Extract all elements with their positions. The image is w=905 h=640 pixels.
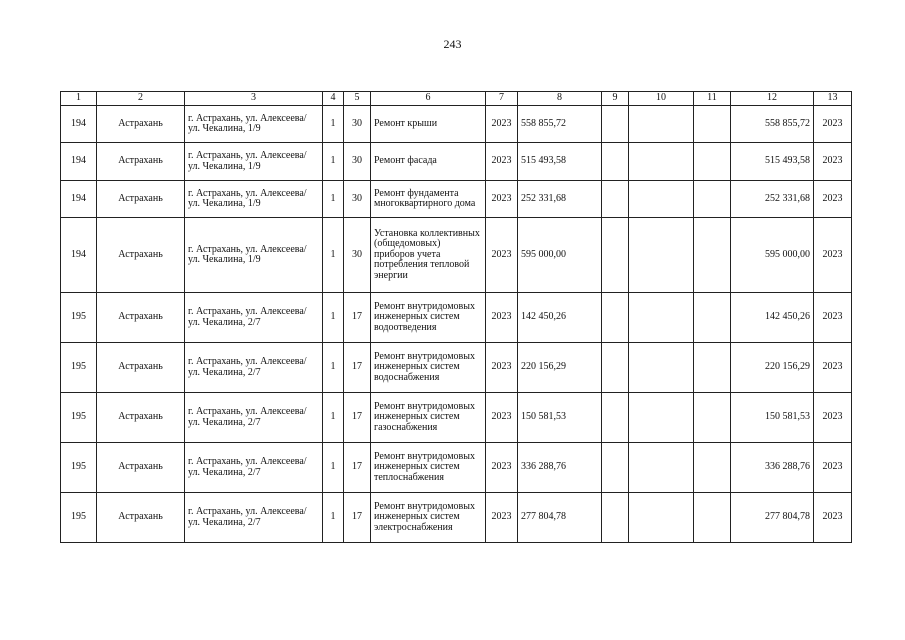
row-number: 194 — [61, 143, 97, 181]
column-header: 4 — [323, 92, 344, 106]
end-year-cell: 2023 — [814, 181, 852, 218]
column-9-cell — [602, 293, 629, 343]
amount-cell: 336 288,76 — [518, 443, 602, 493]
column-header: 5 — [344, 92, 371, 106]
year-cell: 2023 — [486, 106, 518, 143]
column-11-cell — [694, 218, 731, 293]
row-number: 194 — [61, 218, 97, 293]
table-row — [61, 393, 852, 443]
end-year-cell: 2023 — [814, 443, 852, 493]
column-4-cell: 1 — [323, 106, 344, 143]
column-4-cell: 1 — [323, 143, 344, 181]
column-11-cell — [694, 393, 731, 443]
work-type-cell: Ремонт внутридомовых инженерных систем теплоснабжения — [371, 443, 486, 493]
column-header: 6 — [371, 92, 486, 106]
year-cell: 2023 — [486, 393, 518, 443]
column-5-cell: 17 — [344, 293, 371, 343]
column-number-row — [61, 92, 852, 106]
column-11-cell — [694, 181, 731, 218]
table-row — [61, 218, 852, 293]
city-cell: Астрахань — [97, 443, 185, 493]
column-4-cell: 1 — [323, 393, 344, 443]
address-cell: г. Астрахань, ул. Алексеева/ ул. Чекалина, 2/7 — [185, 393, 323, 443]
column-11-cell — [694, 493, 731, 543]
table-row — [61, 106, 852, 143]
amount-cell: 558 855,72 — [518, 106, 602, 143]
end-year-cell: 2023 — [814, 343, 852, 393]
column-10-cell — [629, 493, 694, 543]
table-row — [61, 143, 852, 181]
column-9-cell — [602, 218, 629, 293]
row-number: 194 — [61, 106, 97, 143]
column-header: 10 — [629, 92, 694, 106]
row-number: 195 — [61, 393, 97, 443]
amount-cell: 277 804,78 — [518, 493, 602, 543]
column-header: 13 — [814, 92, 852, 106]
row-number: 194 — [61, 181, 97, 218]
column-11-cell — [694, 443, 731, 493]
column-4-cell: 1 — [323, 218, 344, 293]
address-cell: г. Астрахань, ул. Алексеева/ ул. Чекалина, 2/7 — [185, 443, 323, 493]
column-4-cell: 1 — [323, 343, 344, 393]
column-11-cell — [694, 293, 731, 343]
year-cell: 2023 — [486, 181, 518, 218]
end-year-cell: 2023 — [814, 106, 852, 143]
city-cell: Астрахань — [97, 393, 185, 443]
column-10-cell — [629, 143, 694, 181]
column-4-cell: 1 — [323, 493, 344, 543]
address-cell: г. Астрахань, ул. Алексеева/ ул. Чекалина, 2/7 — [185, 493, 323, 543]
column-5-cell: 17 — [344, 343, 371, 393]
column-header: 11 — [694, 92, 731, 106]
work-type-cell: Ремонт внутридомовых инженерных систем водоотведения — [371, 293, 486, 343]
column-9-cell — [602, 393, 629, 443]
column-10-cell — [629, 293, 694, 343]
column-header: 9 — [602, 92, 629, 106]
amount-cell: 220 156,29 — [518, 343, 602, 393]
column-9-cell — [602, 181, 629, 218]
total-cell: 277 804,78 — [731, 493, 814, 543]
column-header: 8 — [518, 92, 602, 106]
column-11-cell — [694, 143, 731, 181]
year-cell: 2023 — [486, 218, 518, 293]
column-9-cell — [602, 106, 629, 143]
work-type-cell: Ремонт фасада — [371, 143, 486, 181]
column-9-cell — [602, 443, 629, 493]
amount-cell: 515 493,58 — [518, 143, 602, 181]
column-10-cell — [629, 106, 694, 143]
table-row — [61, 293, 852, 343]
column-5-cell: 17 — [344, 393, 371, 443]
work-type-cell: Ремонт внутридомовых инженерных систем водоснабжения — [371, 343, 486, 393]
end-year-cell: 2023 — [814, 293, 852, 343]
column-10-cell — [629, 443, 694, 493]
end-year-cell: 2023 — [814, 218, 852, 293]
work-type-cell: Ремонт фундамента многоквартирного дома — [371, 181, 486, 218]
table-row — [61, 181, 852, 218]
column-5-cell: 17 — [344, 443, 371, 493]
column-10-cell — [629, 181, 694, 218]
city-cell: Астрахань — [97, 106, 185, 143]
column-10-cell — [629, 218, 694, 293]
column-5-cell: 30 — [344, 181, 371, 218]
column-11-cell — [694, 106, 731, 143]
city-cell: Астрахань — [97, 293, 185, 343]
total-cell: 142 450,26 — [731, 293, 814, 343]
year-cell: 2023 — [486, 293, 518, 343]
end-year-cell: 2023 — [814, 393, 852, 443]
year-cell: 2023 — [486, 443, 518, 493]
city-cell: Астрахань — [97, 343, 185, 393]
page-number: 243 — [443, 37, 462, 51]
address-cell: г. Астрахань, ул. Алексеева/ ул. Чекалина, 2/7 — [185, 293, 323, 343]
column-10-cell — [629, 393, 694, 443]
work-type-cell: Установка коллективных (общедомовых) приборов учета потребления тепловой энергии — [371, 218, 486, 293]
end-year-cell: 2023 — [814, 493, 852, 543]
city-cell: Астрахань — [97, 181, 185, 218]
address-cell: г. Астрахань, ул. Алексеева/ ул. Чекалина, 1/9 — [185, 181, 323, 218]
column-4-cell: 1 — [323, 181, 344, 218]
city-cell: Астрахань — [97, 143, 185, 181]
column-9-cell — [602, 143, 629, 181]
amount-cell: 150 581,53 — [518, 393, 602, 443]
total-cell: 558 855,72 — [731, 106, 814, 143]
column-5-cell: 30 — [344, 143, 371, 181]
column-4-cell: 1 — [323, 443, 344, 493]
total-cell: 515 493,58 — [731, 143, 814, 181]
year-cell: 2023 — [486, 143, 518, 181]
column-5-cell: 30 — [344, 106, 371, 143]
work-type-cell: Ремонт внутридомовых инженерных систем газоснабжения — [371, 393, 486, 443]
row-number: 195 — [61, 493, 97, 543]
capital-repair-table — [60, 91, 852, 543]
address-cell: г. Астрахань, ул. Алексеева/ ул. Чекалина, 1/9 — [185, 106, 323, 143]
total-cell: 150 581,53 — [731, 393, 814, 443]
address-cell: г. Астрахань, ул. Алексеева/ ул. Чекалина, 2/7 — [185, 343, 323, 393]
column-9-cell — [602, 343, 629, 393]
row-number: 195 — [61, 343, 97, 393]
amount-cell: 252 331,68 — [518, 181, 602, 218]
total-cell: 252 331,68 — [731, 181, 814, 218]
work-type-cell: Ремонт крыши — [371, 106, 486, 143]
column-header: 2 — [97, 92, 185, 106]
total-cell: 220 156,29 — [731, 343, 814, 393]
address-cell: г. Астрахань, ул. Алексеева/ ул. Чекалина, 1/9 — [185, 143, 323, 181]
city-cell: Астрахань — [97, 493, 185, 543]
total-cell: 595 000,00 — [731, 218, 814, 293]
amount-cell: 142 450,26 — [518, 293, 602, 343]
table-row — [61, 443, 852, 493]
address-cell: г. Астрахань, ул. Алексеева/ ул. Чекалина, 1/9 — [185, 218, 323, 293]
column-header: 1 — [61, 92, 97, 106]
row-number: 195 — [61, 293, 97, 343]
column-header: 3 — [185, 92, 323, 106]
row-number: 195 — [61, 443, 97, 493]
table-row — [61, 493, 852, 543]
total-cell: 336 288,76 — [731, 443, 814, 493]
end-year-cell: 2023 — [814, 143, 852, 181]
year-cell: 2023 — [486, 493, 518, 543]
amount-cell: 595 000,00 — [518, 218, 602, 293]
work-type-cell: Ремонт внутридомовых инженерных систем электроснабжения — [371, 493, 486, 543]
column-4-cell: 1 — [323, 293, 344, 343]
table-row — [61, 343, 852, 393]
column-10-cell — [629, 343, 694, 393]
column-5-cell: 17 — [344, 493, 371, 543]
column-header: 7 — [486, 92, 518, 106]
year-cell: 2023 — [486, 343, 518, 393]
column-header: 12 — [731, 92, 814, 106]
column-5-cell: 30 — [344, 218, 371, 293]
city-cell: Астрахань — [97, 218, 185, 293]
column-9-cell — [602, 493, 629, 543]
column-11-cell — [694, 343, 731, 393]
